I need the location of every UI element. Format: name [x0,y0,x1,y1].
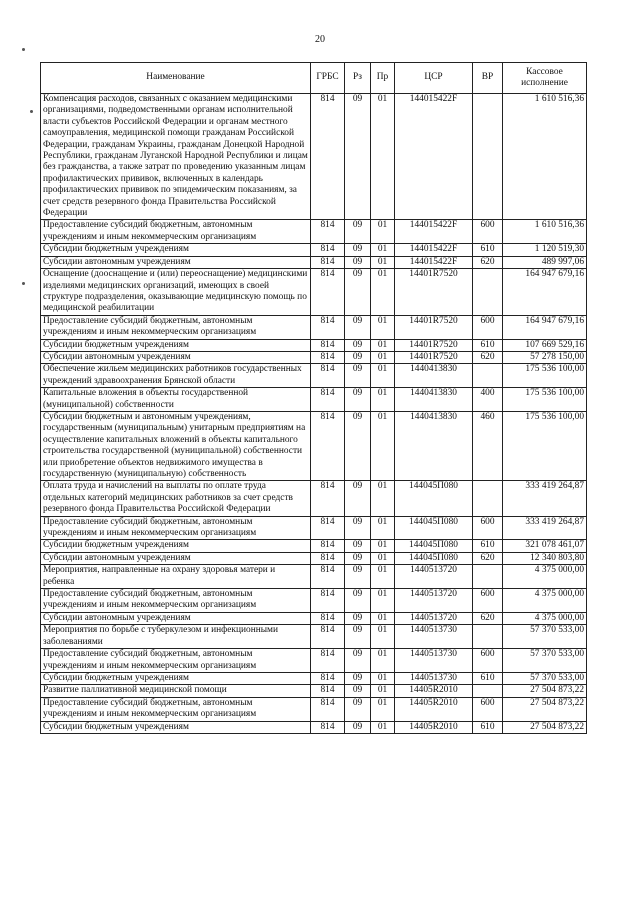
table-row [41,481,587,516]
cell-grbs: 814 [311,411,345,480]
cell-csr: 144045П080 [395,552,473,564]
scan-speck [22,282,25,285]
cell-csr: 1440513730 [395,649,473,673]
cell-csr: 14405R2010 [395,697,473,721]
cell-amount: 27 504 873,22 [503,685,587,697]
cell-pr: 01 [371,244,395,256]
cell-rz: 09 [345,721,371,733]
cell-csr: 144045П080 [395,540,473,552]
cell-amount: 27 504 873,22 [503,697,587,721]
scan-speck [22,48,25,51]
cell-name: Мероприятия, направленные на охрану здоровья матери и ребенка [41,565,311,589]
table-row [41,269,587,316]
cell-vr [473,269,503,316]
cell-grbs: 814 [311,364,345,388]
cell-amount: 164 947 679,16 [503,315,587,339]
cell-amount: 107 669 529,16 [503,339,587,351]
cell-amount: 1 610 516,36 [503,220,587,244]
table-row [41,612,587,624]
cell-grbs: 814 [311,351,345,363]
cell-rz: 09 [345,411,371,480]
table-header-row [41,63,587,94]
cell-name: Субсидии бюджетным учреждениям [41,540,311,552]
cell-amount: 57 370 533,00 [503,672,587,684]
cell-name: Субсидии автономным учреждениям [41,351,311,363]
table-row [41,388,587,412]
cell-name: Субсидии бюджетным и автономным учреждениям, государственным (муниципальным) унитарным предприятиям на осуществление капитальных вложений в объекты капитального строительства государственной (муниципальной) собственности или приобретение объектов недвижимого имущества в государственную (муниципальную) собственность [41,411,311,480]
cell-name: Субсидии бюджетным учреждениям [41,672,311,684]
cell-amount: 4 375 000,00 [503,589,587,613]
cell-grbs: 814 [311,625,345,649]
cell-vr: 610 [473,721,503,733]
cell-vr [473,481,503,516]
cell-csr: 1440413830 [395,411,473,480]
cell-amount: 175 536 100,00 [503,388,587,412]
cell-rz: 09 [345,516,371,540]
cell-grbs: 814 [311,685,345,697]
cell-rz: 09 [345,244,371,256]
table-row [41,244,587,256]
cell-amount: 321 078 461,07 [503,540,587,552]
cell-vr: 400 [473,388,503,412]
cell-csr: 14405R2010 [395,685,473,697]
table-row [41,94,587,220]
cell-csr: 14401R7520 [395,351,473,363]
table-row [41,649,587,673]
cell-csr: 144015422F [395,220,473,244]
cell-pr: 01 [371,625,395,649]
cell-csr: 14401R7520 [395,315,473,339]
table-row [41,516,587,540]
cell-pr: 01 [371,315,395,339]
cell-csr: 1440413830 [395,388,473,412]
cell-amount: 175 536 100,00 [503,411,587,480]
cell-amount: 333 419 264,87 [503,516,587,540]
cell-csr: 1440513720 [395,589,473,613]
cell-grbs: 814 [311,339,345,351]
cell-vr: 600 [473,589,503,613]
cell-grbs: 814 [311,516,345,540]
cell-pr: 01 [371,721,395,733]
cell-pr: 01 [371,220,395,244]
cell-grbs: 814 [311,220,345,244]
header-grbs: ГРБС [311,63,345,94]
cell-amount: 1 610 516,36 [503,94,587,220]
cell-vr: 620 [473,552,503,564]
cell-grbs: 814 [311,256,345,268]
cell-pr: 01 [371,364,395,388]
cell-grbs: 814 [311,672,345,684]
cell-rz: 09 [345,364,371,388]
cell-grbs: 814 [311,315,345,339]
cell-csr: 1440513730 [395,625,473,649]
cell-name: Субсидии автономным учреждениям [41,552,311,564]
cell-rz: 09 [345,339,371,351]
cell-name: Субсидии автономным учреждениям [41,612,311,624]
cell-pr: 01 [371,481,395,516]
cell-amount: 489 997,06 [503,256,587,268]
cell-vr: 620 [473,351,503,363]
cell-vr [473,625,503,649]
cell-rz: 09 [345,565,371,589]
cell-rz: 09 [345,94,371,220]
cell-pr: 01 [371,388,395,412]
table-row [41,339,587,351]
cell-rz: 09 [345,649,371,673]
cell-grbs: 814 [311,552,345,564]
scan-speck [30,110,33,113]
cell-rz: 09 [345,612,371,624]
cell-name: Предоставление субсидий бюджетным, автономным учреждениям и иным некоммерческим организациям [41,589,311,613]
cell-csr: 144045П080 [395,516,473,540]
cell-vr [473,94,503,220]
cell-pr: 01 [371,269,395,316]
cell-amount: 4 375 000,00 [503,565,587,589]
cell-amount: 27 504 873,22 [503,721,587,733]
cell-vr: 610 [473,339,503,351]
cell-pr: 01 [371,697,395,721]
cell-pr: 01 [371,565,395,589]
cell-grbs: 814 [311,540,345,552]
cell-amount: 175 536 100,00 [503,364,587,388]
cell-name: Предоставление субсидий бюджетным, автономным учреждениям и иным некоммерческим организациям [41,697,311,721]
cell-csr: 1440513730 [395,672,473,684]
table-row [41,697,587,721]
cell-vr: 460 [473,411,503,480]
cell-csr: 144015422F [395,94,473,220]
cell-rz: 09 [345,672,371,684]
cell-name: Капитальные вложения в объекты государственной (муниципальной) собственности [41,388,311,412]
cell-rz: 09 [345,315,371,339]
cell-rz: 09 [345,388,371,412]
cell-grbs: 814 [311,94,345,220]
cell-name: Предоставление субсидий бюджетным, автономным учреждениям и иным некоммерческим организациям [41,220,311,244]
cell-rz: 09 [345,269,371,316]
cell-name: Субсидии бюджетным учреждениям [41,339,311,351]
cell-vr: 600 [473,697,503,721]
header-pr: Пр [371,63,395,94]
table-row [41,565,587,589]
cell-csr: 144045П080 [395,481,473,516]
cell-rz: 09 [345,540,371,552]
cell-grbs: 814 [311,612,345,624]
budget-execution-table [40,62,587,734]
cell-pr: 01 [371,256,395,268]
cell-name: Компенсация расходов, связанных с оказанием медицинскими организациями, подведомственными органам исполнительной власти субъектов Российской Федерации и органам местного самоуправления, медицинской помощи гражданам Российской Федерации, гражданам Украины, гражданам Донецкой Народной Республики, гражданам Луганской Народной Республики и лицам без гражданства, а также затрат по проведению указанным лицам профилактических прививок, включенных в календарь профилактических прививок по эпидемическим показаниям, за счет средств резервного фонда Правительства Российской Федерации [41,94,311,220]
cell-amount: 12 340 803,80 [503,552,587,564]
cell-csr: 1440513720 [395,612,473,624]
header-vr: ВР [473,63,503,94]
cell-name: Субсидии бюджетным учреждениям [41,721,311,733]
cell-grbs: 814 [311,721,345,733]
cell-pr: 01 [371,589,395,613]
cell-vr: 600 [473,315,503,339]
cell-amount: 57 370 533,00 [503,625,587,649]
cell-vr: 610 [473,244,503,256]
cell-name: Оснащение (дооснащение и (или) переоснащение) медицинскими изделиями медицинских организаций, имеющих в своей структуре подразделения, оказывающие медицинскую помощь по медицинской реабилитации [41,269,311,316]
table-row [41,364,587,388]
cell-csr: 144015422F [395,244,473,256]
cell-csr: 1440513720 [395,565,473,589]
cell-csr: 14405R2010 [395,721,473,733]
table-row [41,625,587,649]
cell-pr: 01 [371,94,395,220]
cell-name: Предоставление субсидий бюджетным, автономным учреждениям и иным некоммерческим организациям [41,315,311,339]
cell-grbs: 814 [311,269,345,316]
cell-rz: 09 [345,256,371,268]
header-rz: Рз [345,63,371,94]
table-row [41,315,587,339]
table-row [41,672,587,684]
cell-csr: 14401R7520 [395,339,473,351]
cell-pr: 01 [371,339,395,351]
cell-vr [473,565,503,589]
cell-grbs: 814 [311,481,345,516]
cell-name: Обеспечение жильем медицинских работников государственных учреждений здравоохранения Брянской области [41,364,311,388]
cell-name: Развитие паллиативной медицинской помощи [41,685,311,697]
cell-vr: 600 [473,516,503,540]
cell-rz: 09 [345,697,371,721]
cell-vr: 600 [473,649,503,673]
table-row [41,721,587,733]
cell-csr: 144015422F [395,256,473,268]
cell-pr: 01 [371,672,395,684]
cell-pr: 01 [371,411,395,480]
cell-pr: 01 [371,685,395,697]
cell-pr: 01 [371,612,395,624]
table-row [41,685,587,697]
cell-name: Мероприятия по борьбе с туберкулезом и инфекционными заболеваниями [41,625,311,649]
cell-grbs: 814 [311,565,345,589]
cell-amount: 164 947 679,16 [503,269,587,316]
cell-name: Предоставление субсидий бюджетным, автономным учреждениям и иным некоммерческим организациям [41,516,311,540]
page-number: 20 [315,34,325,45]
cell-pr: 01 [371,516,395,540]
header-name: Наименование [41,63,311,94]
cell-pr: 01 [371,552,395,564]
cell-vr [473,364,503,388]
cell-vr: 620 [473,256,503,268]
cell-grbs: 814 [311,244,345,256]
table-row [41,220,587,244]
cell-name: Предоставление субсидий бюджетным, автономным учреждениям и иным некоммерческим организациям [41,649,311,673]
cell-rz: 09 [345,625,371,649]
cell-amount: 57 278 150,00 [503,351,587,363]
table-row [41,589,587,613]
cell-rz: 09 [345,552,371,564]
cell-amount: 1 120 519,30 [503,244,587,256]
cell-name: Оплата труда и начислений на выплаты по оплате труда отдельных категорий медицинских работников за счет средств резервного фонда Правительства Российской Федерации [41,481,311,516]
cell-grbs: 814 [311,697,345,721]
cell-pr: 01 [371,540,395,552]
table-row [41,411,587,480]
cell-rz: 09 [345,481,371,516]
header-amount: Кассовое исполнение [503,63,587,94]
cell-name: Субсидии бюджетным учреждениям [41,244,311,256]
cell-pr: 01 [371,649,395,673]
table-row [41,540,587,552]
cell-rz: 09 [345,220,371,244]
table-row [41,552,587,564]
cell-csr: 1440413830 [395,364,473,388]
cell-vr: 610 [473,540,503,552]
cell-rz: 09 [345,351,371,363]
cell-csr: 14401R7520 [395,269,473,316]
cell-grbs: 814 [311,589,345,613]
cell-amount: 333 419 264,87 [503,481,587,516]
cell-vr [473,685,503,697]
table-row [41,256,587,268]
table-row [41,351,587,363]
cell-grbs: 814 [311,649,345,673]
cell-rz: 09 [345,685,371,697]
cell-grbs: 814 [311,388,345,412]
cell-amount: 57 370 533,00 [503,649,587,673]
cell-amount: 4 375 000,00 [503,612,587,624]
cell-vr: 620 [473,612,503,624]
cell-vr: 600 [473,220,503,244]
cell-pr: 01 [371,351,395,363]
cell-vr: 610 [473,672,503,684]
header-csr: ЦСР [395,63,473,94]
cell-name: Субсидии автономным учреждениям [41,256,311,268]
cell-rz: 09 [345,589,371,613]
